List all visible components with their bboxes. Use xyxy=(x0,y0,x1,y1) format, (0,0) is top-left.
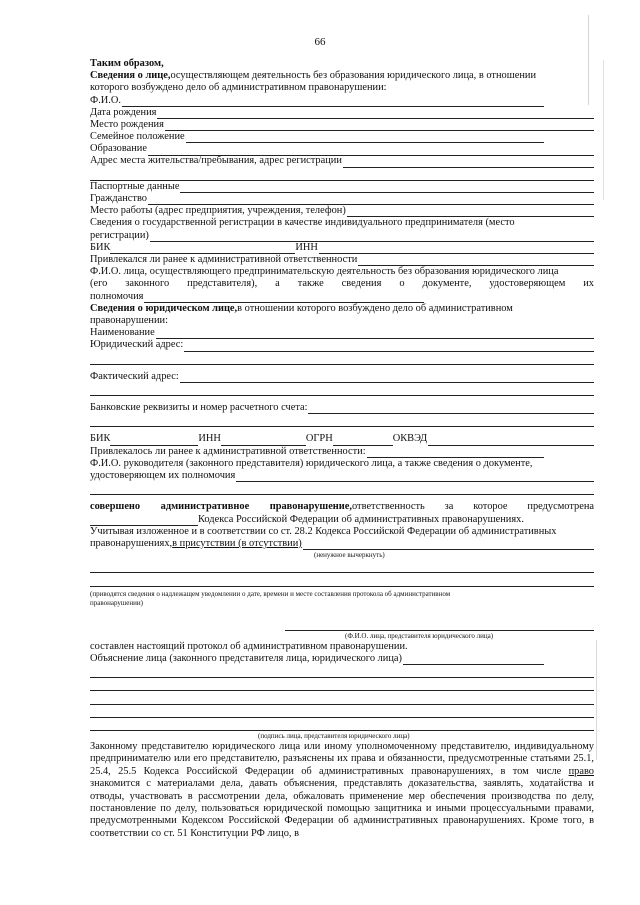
birth-place-field[interactable]: Место рождения xyxy=(90,119,594,131)
education-line[interactable] xyxy=(148,146,594,156)
family-line[interactable] xyxy=(186,133,544,143)
notice-line-1[interactable] xyxy=(90,560,594,573)
lead-text: Таким образом, xyxy=(90,57,164,69)
explanation-line-5[interactable] xyxy=(90,705,594,718)
legal-address-field[interactable]: Юридический адрес: xyxy=(90,339,594,351)
sign-note-row: (Ф.И.О. лица, представителя юридического лица) xyxy=(345,631,494,640)
inn-line[interactable] xyxy=(319,244,594,254)
explanation-field[interactable]: Объяснение лица (законного представителя лица, юридического лица) xyxy=(90,653,594,665)
notice-line-2[interactable] xyxy=(90,573,594,586)
rights-paragraph: Законному представителю юридического лица или иному уполномоченному представителю, индивидуальному предпринимателю или его представителю, разъяснены их права и обязанности, предусмотренные статьями 25.1, 25.4, 25.5 Кодекса Российской Федерации об административных правонарушениях, в том числе право знакомится с материалами дела, давать объяснения, представлять доказательства, заявлять, ходатайства и отводы, участвовать в рассмотрении дела, обжаловать применение мер обеспечения производства по делу, постановление по делу, пользоваться юридической помощью защитника и иными процессуальными правами, предусмотренными Кодексом Российской Федерации об административных правонарушениях. Кроме того, в соответствии со ст. 51 Конституции РФ лицо, в xyxy=(90,741,594,839)
address-line-2[interactable] xyxy=(90,168,594,181)
actual-address-line[interactable] xyxy=(180,373,594,383)
address-line[interactable] xyxy=(343,158,594,168)
legal-prior-field[interactable]: Привлекалось ли ранее к административной ответственности: xyxy=(90,446,594,458)
presence-choice[interactable]: в присутствии (в отсутствии) xyxy=(172,537,302,549)
presence-line[interactable] xyxy=(303,540,594,550)
explanation-line-3[interactable] xyxy=(90,678,594,691)
legal-codes-field[interactable]: БИК ИНН ОГРН ОКВЭД xyxy=(90,433,594,445)
prior-line[interactable] xyxy=(358,256,594,266)
citizenship-line[interactable] xyxy=(148,195,594,205)
page-number: 66 xyxy=(314,36,326,48)
offense-article-line[interactable] xyxy=(90,516,198,526)
legal-inn-line[interactable] xyxy=(221,436,306,446)
considering-text: Учитывая изложенное и в соответствии со ст. 28.2 Кодекса Российской Федерации об административных xyxy=(90,525,557,537)
birth-place-line[interactable] xyxy=(165,121,594,131)
explanation-line-6[interactable] xyxy=(90,718,594,731)
head-text-1: Ф.И.О. руководителя (законного представителя) юридического лица, а также сведения о документе, xyxy=(90,457,533,469)
scan-mark xyxy=(588,15,589,105)
legal-name-field[interactable]: Наименование xyxy=(90,327,594,339)
presence-field[interactable]: правонарушениях, в присутствии (в отсутствии) xyxy=(90,538,594,550)
legal-ogrn-line[interactable] xyxy=(333,436,393,446)
legal-section-title-cont: правонарушении: xyxy=(90,314,169,326)
prior-field[interactable]: Привлекался ли ранее к административной ответственности xyxy=(90,254,594,266)
address-field[interactable]: Адрес места жительства/пребывания, адрес регистрации xyxy=(90,156,594,168)
bank-field[interactable]: Банковские реквизиты и номер расчетного счета: xyxy=(90,402,594,414)
registration-text: Сведения о государственной регистрации в качестве индивидуального предпринимателя (место xyxy=(90,217,515,229)
passport-line[interactable] xyxy=(180,183,594,193)
bank-line[interactable] xyxy=(308,404,594,414)
citizenship-field[interactable]: Гражданство xyxy=(90,193,594,205)
explanation-line-2[interactable] xyxy=(90,665,594,678)
notice-note: (приводятся сведения о надлежащем уведомлении о дате, времени и месте составления протокола об административном правонарушении) xyxy=(90,589,451,607)
explanation-line-4[interactable] xyxy=(90,691,594,704)
bik-inn-field[interactable]: БИК ИНН xyxy=(90,242,594,254)
offense-code-field[interactable]: Кодекса Российской Федерации об административных правонарушениях. xyxy=(90,514,594,526)
rep-text-2: (его законного представителя), а также сведения о документе, удостоверяющем их xyxy=(90,278,594,290)
rep-text-1: Ф.И.О. лица, осуществляющего предпринимательскую деятельность без образования юридического лица xyxy=(90,266,559,278)
head-line-2[interactable] xyxy=(90,482,594,495)
birth-date-line[interactable] xyxy=(157,109,594,119)
protocol-form xyxy=(90,58,594,840)
legal-prior-line[interactable] xyxy=(367,448,544,458)
person-section-title: Сведения о лице, осуществляющем деятельность без образования юридического лица, в отношении xyxy=(90,70,537,82)
fio-field[interactable]: Ф.И.О. xyxy=(90,95,594,107)
work-field[interactable]: Место работы (адрес предприятия, учреждения, телефон) xyxy=(90,205,594,217)
head-field[interactable]: удостоверяющем их полномочия xyxy=(90,470,594,482)
rep-line[interactable] xyxy=(144,293,424,303)
actual-address-field[interactable]: Фактический адрес: xyxy=(90,371,594,383)
representative-line[interactable] xyxy=(285,618,594,631)
family-field[interactable]: Семейное положение xyxy=(90,131,594,143)
actual-address-line-2[interactable] xyxy=(90,383,594,396)
legal-bik-line[interactable] xyxy=(110,436,198,446)
birth-date-field[interactable]: Дата рождения xyxy=(90,107,594,119)
rep-field[interactable]: полномочия xyxy=(90,291,594,303)
drawn-up-text: составлен настоящий протокол об административном правонарушении. xyxy=(90,640,408,652)
education-field[interactable]: Образование xyxy=(90,143,594,155)
legal-name-line[interactable] xyxy=(156,329,594,339)
legal-section-title: Сведения о юридическом лице, в отношении которого возбуждено дело об административном xyxy=(90,302,513,314)
registration-line[interactable] xyxy=(150,232,594,242)
registration-field[interactable]: регистрации) xyxy=(90,230,594,242)
strike-note-row: (ненужное вычеркнуть) xyxy=(314,551,385,560)
explanation-line[interactable] xyxy=(403,655,544,665)
scan-mark xyxy=(603,60,604,200)
legal-address-line-2[interactable] xyxy=(90,352,594,365)
passport-field[interactable]: Паспортные данные xyxy=(90,181,594,193)
scan-mark xyxy=(596,640,597,760)
work-line[interactable] xyxy=(347,207,594,217)
legal-address-line[interactable] xyxy=(184,342,594,352)
bik-line[interactable] xyxy=(110,244,295,254)
signature-note-row: (подпись лица, представителя юридического лица) xyxy=(258,732,410,740)
fio-line[interactable] xyxy=(122,97,544,107)
offense-title: совершено административное правонарушение, ответственность за которое предусмотрена xyxy=(90,501,594,513)
legal-okved-line[interactable] xyxy=(428,436,594,446)
person-section-title-cont: которого возбуждено дело об административном правонарушении: xyxy=(90,82,387,94)
head-line[interactable] xyxy=(236,472,594,482)
bank-line-2[interactable] xyxy=(90,414,594,427)
